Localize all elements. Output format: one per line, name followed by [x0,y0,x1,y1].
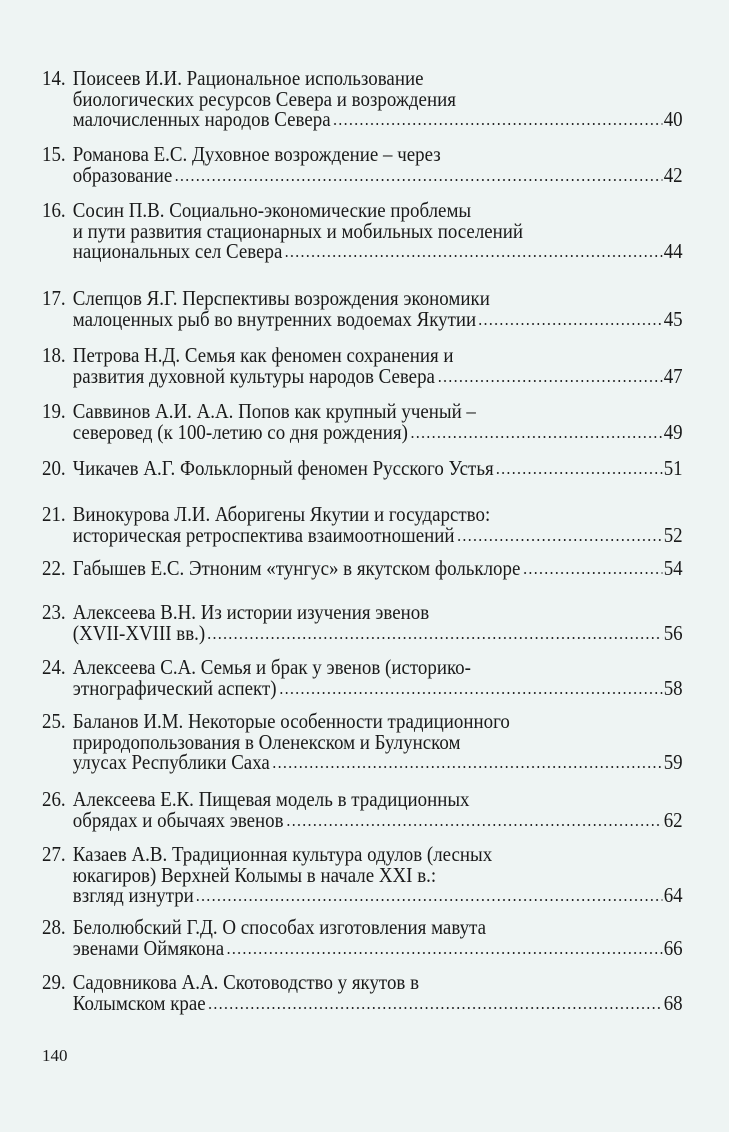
entry-title [73,200,683,262]
entry-number: 16. [42,198,66,222]
toc-entry [42,972,683,1013]
entry-title [73,345,683,386]
dot-leader [207,994,662,1010]
title-line [73,558,683,579]
entry-page-number: 47 [663,363,683,388]
entry-number: 28. [42,915,66,939]
entry-title [73,401,683,442]
entry-number: 17. [42,286,66,310]
title-line [72,218,683,243]
dot-leader [207,624,662,640]
toc-entry [42,657,683,698]
entry-page-number: 40 [663,107,683,131]
title-text: (XVII-XVIII вв.) [72,620,206,645]
entry-title [73,657,683,698]
toc-entry [42,288,683,329]
title-line [73,241,683,262]
title-line [73,401,683,422]
title-text: юкагиров) Верхней Колымы в начале XXI в.: [72,862,437,887]
title-line [73,345,683,366]
entry-page-number: 58 [663,675,683,700]
title-line [73,200,683,221]
title-text: развития духовной культуры народов Севера [72,363,435,388]
toc-entry [42,844,683,906]
entry-title [73,711,683,773]
entry-page-number: 45 [663,306,683,331]
entry-page-number: 54 [663,556,683,580]
entry-number: 20. [42,456,66,480]
dot-leader [410,423,662,439]
title-line [73,602,683,623]
title-line [73,68,683,89]
entry-title [73,68,683,130]
toc-entry [42,711,683,773]
title-line [72,419,683,444]
toc-entry [42,144,683,185]
title-text: улусах Республики Саха [72,750,270,774]
toc-entry [42,200,683,262]
title-text: эвенами Оймякона [72,935,225,960]
title-text: Баланов И.М. Некоторые особенности традиционного [72,709,510,733]
entry-number: 29. [42,970,66,994]
dot-leader [272,753,662,769]
title-line [73,885,683,906]
title-text: национальных сел Севера [72,239,283,263]
title-text: Белолюбский Г.Д. О способах изготовления мавута [72,915,486,939]
toc-entry [42,401,683,442]
title-text: северовед (к 100-летию со дня рождения) [72,419,408,444]
entry-page-number: 62 [663,807,683,832]
dot-leader [332,110,662,126]
dot-leader [437,367,662,383]
entry-title [73,844,683,906]
title-line [73,844,683,865]
dot-leader [456,526,662,542]
toc-entry [42,558,683,579]
entry-title [73,789,683,830]
dot-leader [196,886,662,902]
title-line [73,789,683,810]
title-line [72,990,683,1015]
title-line [73,144,683,165]
title-line [73,657,683,678]
dot-leader [174,166,662,182]
title-line [72,862,683,887]
title-text: Саввинов А.И. А.А. Попов как крупный ученый – [72,399,476,423]
entry-number: 15. [42,142,66,166]
title-text: образование [72,162,173,187]
entry-page-number: 52 [663,522,683,547]
entry-page-number: 44 [663,239,683,263]
toc-entry [42,345,683,386]
entry-title [73,558,683,579]
title-text: Габышев Е.С. Этноним «тунгус» в якутском фольклоре [72,556,521,580]
page-number: 140 [42,1046,68,1065]
title-line [72,86,683,111]
title-line [73,504,683,525]
title-line [73,711,683,732]
title-text: этнографический аспект) [72,675,277,700]
toc-entry [42,789,683,830]
title-line [73,109,683,130]
title-text: биологических ресурсов Севера и возрождения [72,86,456,111]
dot-leader [285,811,662,827]
entry-number: 25. [42,709,66,733]
title-text: историческая ретроспектива взаимоотношений [72,522,455,547]
title-line [73,917,683,938]
entry-title [73,504,683,545]
title-text: Поисеев И.И. Рациональное использование [72,66,424,90]
entry-title [73,917,683,958]
title-text: Алексеева В.Н. Из истории изучения эвенов [72,600,430,624]
dot-leader [278,679,662,695]
title-text: Романова Е.С. Духовное возрождение – через [72,142,441,166]
entry-number: 23. [42,600,66,624]
entry-number: 22. [42,556,66,580]
title-line [73,972,683,993]
entry-number: 26. [42,787,66,811]
title-text: Петрова Н.Д. Семья как феномен сохранения и [72,343,454,367]
entry-page-number: 68 [663,990,683,1015]
toc-entry [42,68,683,130]
title-text: Алексеева С.А. Семья и брак у эвенов (историко- [72,655,471,679]
dot-leader [522,559,662,575]
toc-entry [42,917,683,958]
title-text: Чикачев А.Г. Фольклорный феномен Русского Устья [72,456,494,480]
title-text: взгляд изнутри [72,883,194,907]
title-text: и пути развития стационарных и мобильных поселений [72,218,524,243]
dot-leader [478,310,662,326]
title-line [72,729,683,754]
toc-entry [42,602,683,643]
entry-page-number: 51 [663,456,683,480]
entry-page-number: 64 [663,883,683,907]
toc-entry [42,458,683,479]
entry-page-number: 66 [663,935,683,960]
title-line [73,288,683,309]
title-text: природопользования в Оленекском и Булунском [72,729,461,754]
title-text: Винокурова Л.И. Аборигены Якутии и государство: [72,502,491,526]
entry-page-number: 49 [663,419,683,444]
entry-page-number: 42 [663,162,683,187]
dot-leader [226,939,662,955]
title-line [72,363,683,388]
title-line [73,458,683,479]
title-text: малочисленных народов Севера [72,107,331,131]
entry-title [73,144,683,185]
title-line [72,162,683,187]
entry-number: 18. [42,343,66,367]
title-line [72,522,683,547]
toc-entry [42,504,683,545]
dot-leader [284,242,662,258]
dot-leader [495,459,662,475]
title-line [72,807,683,832]
entry-number: 27. [42,842,66,866]
entry-number: 19. [42,399,66,423]
entry-title [73,288,683,329]
entry-number: 14. [42,66,66,90]
entry-title [73,602,683,643]
title-line [73,752,683,773]
title-line [72,306,683,331]
entry-title [73,458,683,479]
title-text: Сосин П.В. Социально-экономические проблемы [72,198,472,222]
title-text: Садовникова А.А. Скотоводство у якутов в [72,970,420,994]
title-text: обрядах и обычаях эвенов [72,807,284,832]
entry-page-number: 59 [663,750,683,774]
title-text: Слепцов Я.Г. Перспективы возрождения экономики [72,286,490,310]
title-text: Казаев А.В. Традиционная культура одулов (лесных [72,842,493,866]
title-text: малоценных рыб во внутренних водоемах Якутии [72,306,477,331]
entry-number: 24. [42,655,66,679]
entry-number: 21. [42,502,66,526]
title-line [72,620,683,645]
entry-page-number: 56 [663,620,683,645]
entry-title [73,972,683,1013]
title-text: Колымском крае [72,990,206,1015]
title-line [72,675,683,700]
title-line [72,935,683,960]
title-text: Алексеева Е.К. Пищевая модель в традиционных [72,787,470,811]
